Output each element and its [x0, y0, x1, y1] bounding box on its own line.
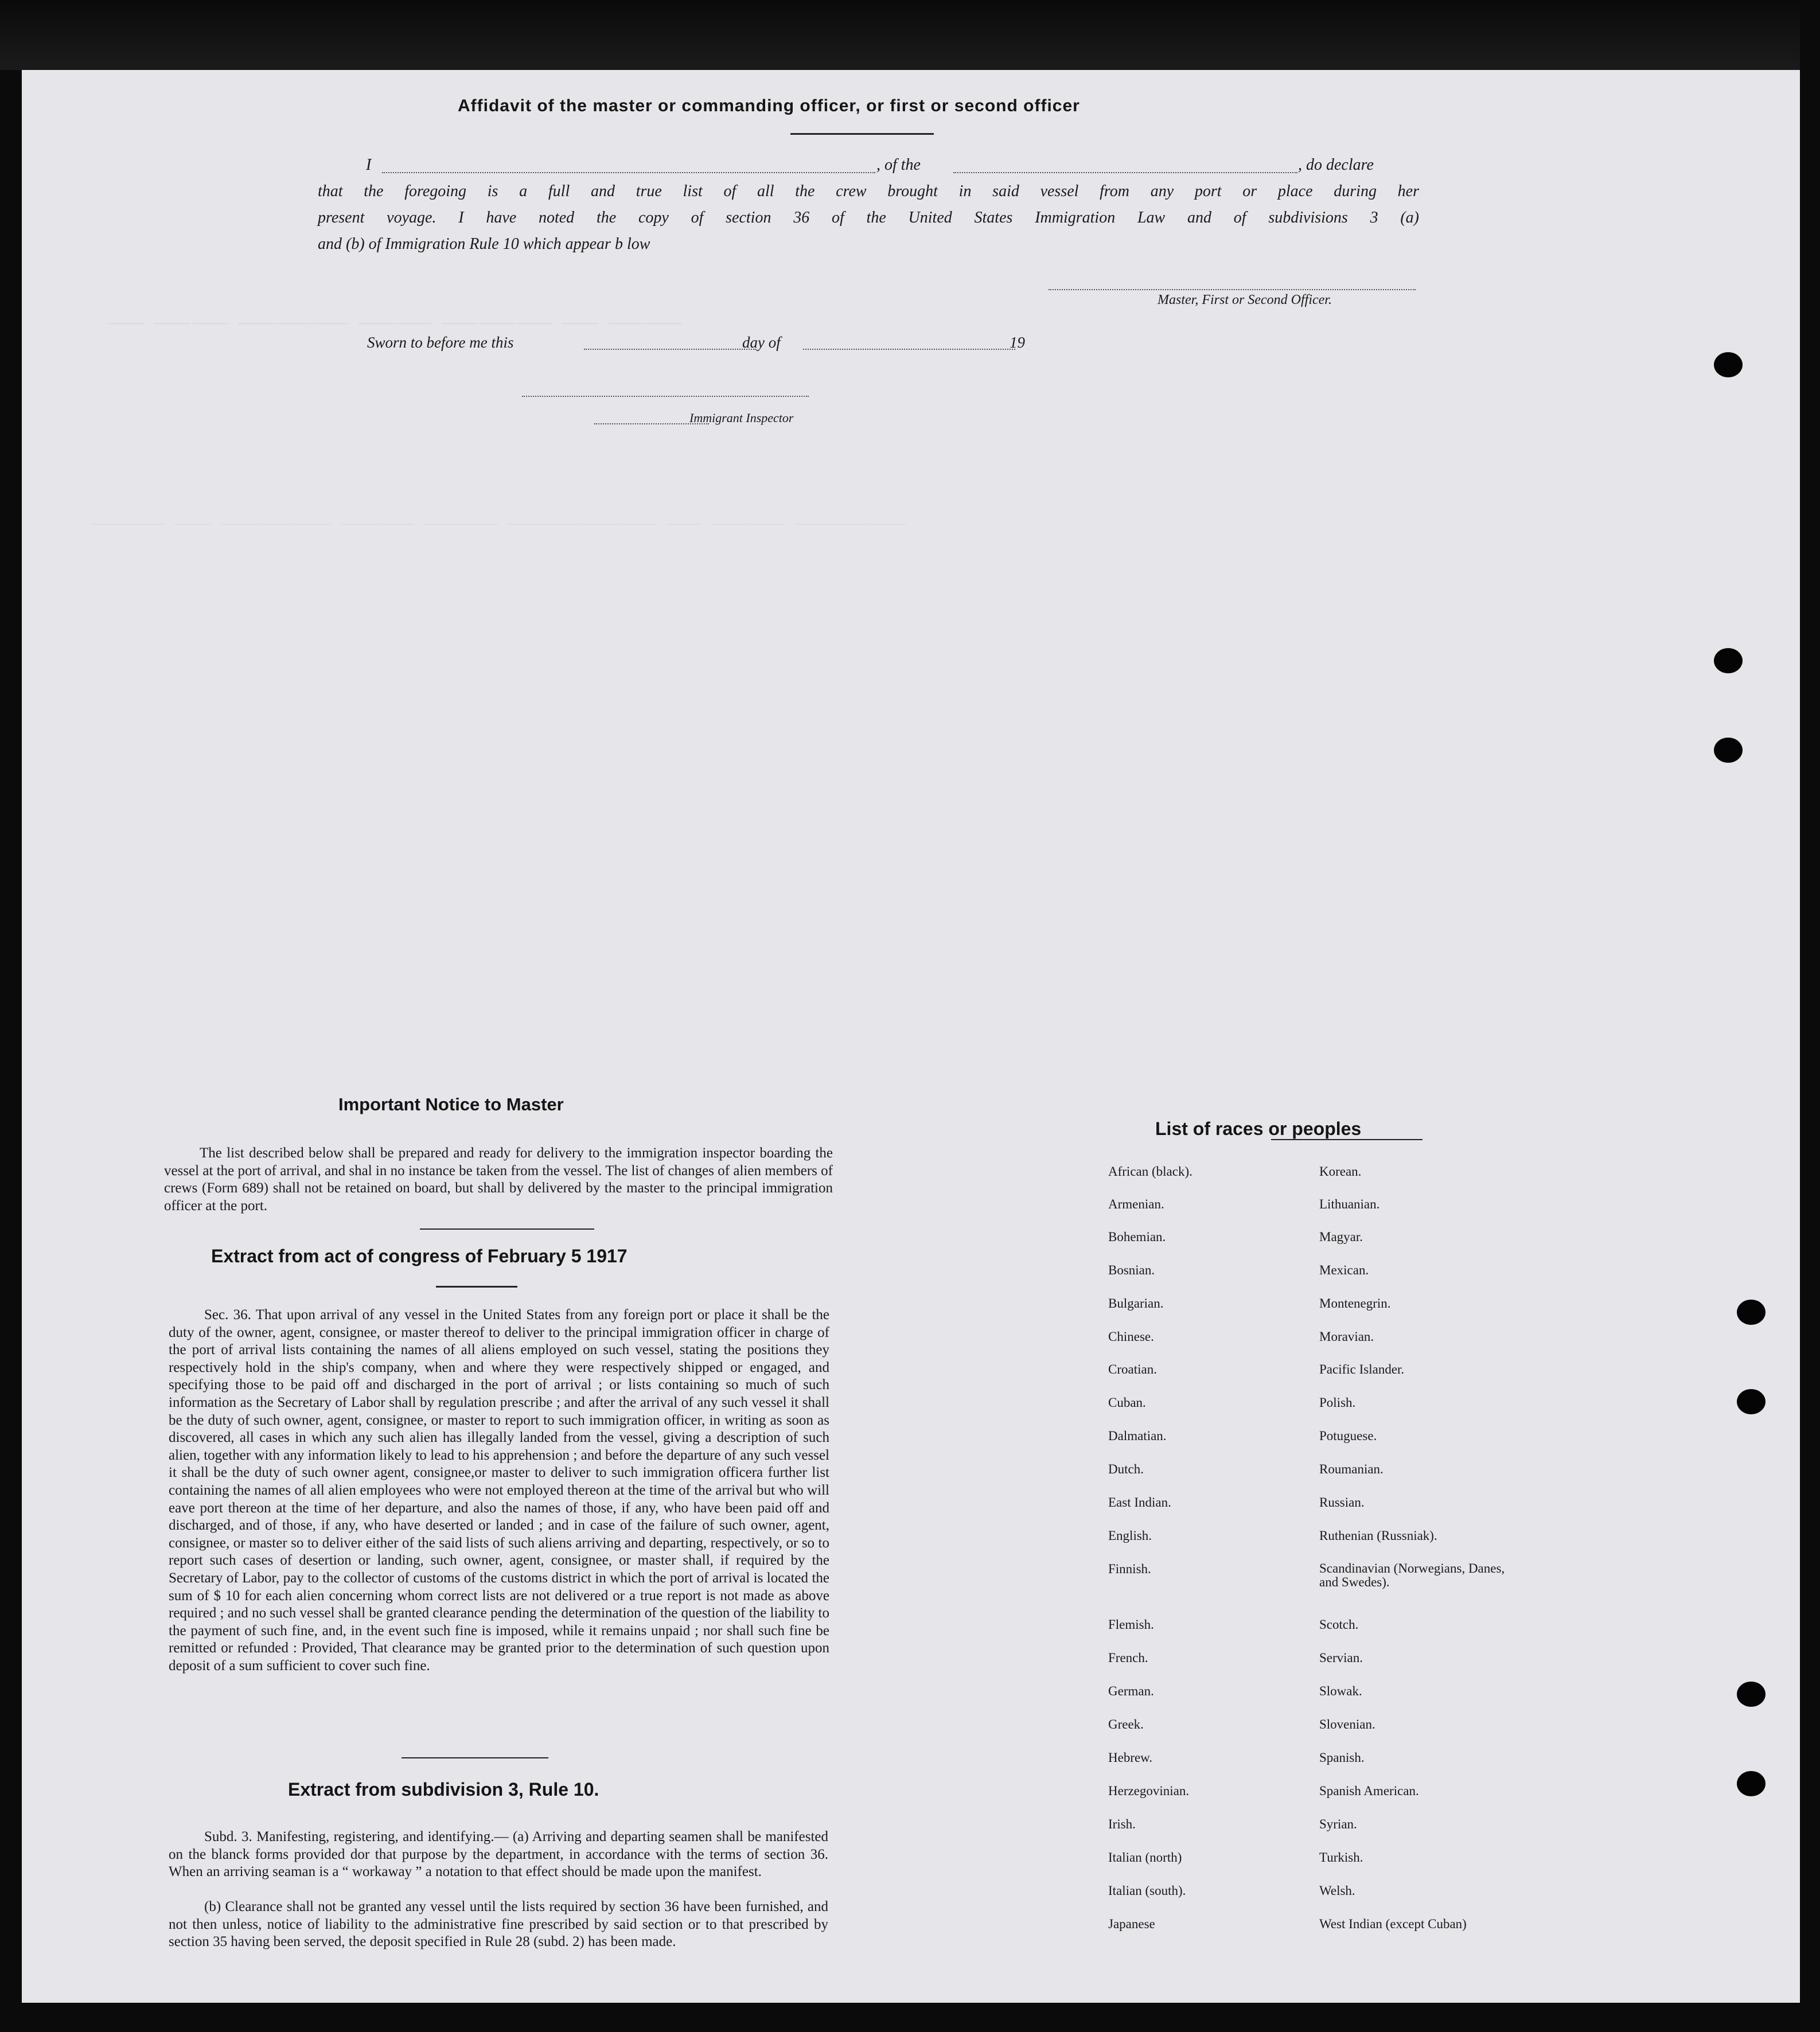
- binder-hole: [1737, 1389, 1766, 1414]
- race-item: Russian.: [1319, 1495, 1365, 1510]
- binder-hole: [1714, 738, 1743, 763]
- race-item: West Indian (except Cuban): [1319, 1917, 1467, 1931]
- affidavit-line1-declare: , do declare: [1298, 156, 1374, 174]
- race-item: German.: [1108, 1684, 1154, 1698]
- race-item: Greek.: [1108, 1717, 1144, 1731]
- races-title: List of races or peoples: [1155, 1118, 1362, 1139]
- sworn-month-blank[interactable]: [803, 349, 1015, 350]
- race-item: Italian (south).: [1108, 1883, 1186, 1898]
- race-item: Servian.: [1319, 1651, 1363, 1665]
- affidavit-line1-of: , of the: [876, 156, 921, 174]
- extract-rule-title: Extract from subdivision 3, Rule 10.: [288, 1779, 599, 1800]
- race-item: Scotch.: [1319, 1617, 1359, 1632]
- race-item: Herzegovinian.: [1108, 1784, 1190, 1798]
- race-item: Turkish.: [1319, 1850, 1363, 1865]
- race-item: Pacific Islander.: [1319, 1362, 1405, 1376]
- affidavit-line3: present voyage. I have noted the copy of section 36 of the United States Immigration Law and of subdivisions 3 (a): [318, 209, 1419, 227]
- race-item: Moravian.: [1319, 1329, 1374, 1344]
- sworn-day-blank[interactable]: [584, 349, 756, 350]
- race-item: Flemish.: [1108, 1617, 1154, 1632]
- race-item: Roumanian.: [1319, 1462, 1383, 1476]
- bleed-through: ⸻⸻ ⸻ ⸻⸻⸻ ⸻⸻ ⸻⸻ ⸻⸻⸻⸻ ⸻ ⸻⸻ ⸻⸻⸻: [91, 516, 907, 533]
- sworn-prefix: Sworn to before me this: [367, 334, 514, 351]
- binder-hole: [1737, 1771, 1766, 1796]
- race-item: East Indian.: [1108, 1495, 1171, 1510]
- race-item: Armenian.: [1108, 1197, 1164, 1211]
- sworn-day: day of: [742, 334, 781, 351]
- extract-act-rule: [402, 1757, 548, 1758]
- signature-caption: Master, First or Second Officer.: [1158, 292, 1332, 307]
- race-item: Welsh.: [1319, 1883, 1355, 1898]
- race-item: Scandinavian (Norwegians, Danes, and Swedes).: [1319, 1561, 1505, 1589]
- race-item: Irish.: [1108, 1817, 1136, 1831]
- race-item: Montenegrin.: [1319, 1296, 1391, 1311]
- affidavit-title: Affidavit of the master or commanding officer, or first or second officer: [458, 96, 1080, 115]
- race-item: Italian (north): [1108, 1850, 1182, 1865]
- race-item: English.: [1108, 1528, 1152, 1543]
- race-item: Slowak.: [1319, 1684, 1362, 1698]
- race-item: Dalmatian.: [1108, 1429, 1167, 1443]
- race-item: African (black).: [1108, 1164, 1192, 1179]
- affidavit-line1-i: I: [366, 156, 372, 174]
- race-item: Lithuanian.: [1319, 1197, 1380, 1211]
- race-item: Slovenian.: [1319, 1717, 1375, 1731]
- affidavit-title-underline: [790, 133, 934, 135]
- race-item: Syrian.: [1319, 1817, 1357, 1831]
- binder-hole: [1714, 352, 1743, 377]
- race-item: Hebrew.: [1108, 1750, 1153, 1765]
- document-page: [22, 70, 1800, 2003]
- extract-rule-text-b: (b) Clearance shall not be granted any vessel until the lists required by section 36 have been furnished, and not then unless, notice of liability to the administrative fine prescribed by said section or to that prescribed by section 35 having been served, the deposit specified in Rule 28 (subd. 2) has been made.: [169, 1899, 828, 1950]
- race-item: Bulgarian.: [1108, 1296, 1164, 1311]
- scan-border-top: [0, 0, 1820, 70]
- races-title-underline: [1271, 1139, 1423, 1140]
- race-item: Chinese.: [1108, 1329, 1154, 1344]
- race-item: Spanish.: [1319, 1750, 1365, 1765]
- notice-text: The list described below shall be prepared and ready for delivery to the immigration inspector boarding the vessel at the port of arrival, and shal in no instance be taken from the vessel. The list of changes of alien members of crews (Form 689) shall not be retained on board, but shall by delivered by the master to the principal immigration officer at the port.: [164, 1145, 833, 1214]
- race-item: Bosnian.: [1108, 1263, 1155, 1277]
- extract-act-underline: [436, 1286, 517, 1288]
- race-item: Japanese: [1108, 1917, 1155, 1931]
- race-item: Magyar.: [1319, 1230, 1363, 1244]
- notice-rule: [420, 1228, 594, 1230]
- notice-title: Important Notice to Master: [338, 1094, 564, 1114]
- inspector-caption: Immigrant Inspector: [689, 411, 794, 425]
- extract-rule-text-a: Subd. 3. Manifesting, registering, and identifying.— (a) Arriving and departing seamen shall be manifested on the blanck forms provided dor that purpose by the department, in accordance with the terms of section 36. When an arriving seaman is a “ workaway ” a notation to that effect should be made upon the manifest.: [169, 1829, 828, 1880]
- scan-border-bottom: [0, 2003, 1820, 2032]
- race-item: Mexican.: [1319, 1263, 1369, 1277]
- binder-hole: [1714, 648, 1743, 673]
- race-item: Finnish.: [1108, 1562, 1151, 1576]
- race-item: Dutch.: [1108, 1462, 1144, 1476]
- race-item: Bohemian.: [1108, 1230, 1166, 1244]
- inspector-signature-blank[interactable]: [522, 396, 809, 397]
- race-item: Spanish American.: [1319, 1784, 1419, 1798]
- signature-blank[interactable]: [1049, 289, 1416, 290]
- extract-act-title: Extract from act of congress of February 5 1917: [211, 1246, 628, 1266]
- bleed-through: ⸻ ⸻⸻ ⸻⸻⸻ ⸻⸻ ⸻⸻⸻ ⸻ ⸻⸻: [108, 315, 683, 332]
- affidavit-line4: and (b) of Immigration Rule 10 which appear b low: [318, 235, 650, 253]
- scan-border-right: [1800, 0, 1820, 2032]
- binder-hole: [1737, 1300, 1766, 1325]
- race-item: Potuguese.: [1319, 1429, 1377, 1443]
- affidavit-line2: that the foregoing is a full and true list of all the crew brought in said vessel from any port or place during her: [318, 182, 1419, 200]
- sworn-year: 19: [1010, 334, 1025, 351]
- race-item: Croatian.: [1108, 1362, 1157, 1376]
- race-item: Cuban.: [1108, 1395, 1146, 1410]
- race-item: Polish.: [1319, 1395, 1356, 1410]
- extract-act-text: Sec. 36. That upon arrival of any vessel in the United States from any foreign port or place it shall be the duty of the owner, agent, consignee, or master thereof to deliver to the principal immigration officer in charge of the port of arrival lists containing the names of all aliens employed on such vessel, stating the positions they respectively hold in the ship's company, when and where they were respectively shipped or engaged, and specifying those to be paid off and discharged in the port of arrival ; or lists containing so much of such information as the Secretary of Labor shall by regulation prescribe ; and after the arrival of any such vessel it shall be the duty of such owner, agent, consignee, or master to report to such immigration officer, in writing as soon as discovered, all cases in which any such alien has illegally landed from the vessel, giving a description of such alien, together with any information likely to lead to his apprehension ; and before the departure of any such vessel it shall be the duty of such owner agent, consignee,or master to deliver to such immigration officera further list containing the names of all alien employees who were not employed thereon at the time of the arrival but who will eave port thereon at the time of her departure, and also the names of those, if any, who have been paid off and discharged, and of those, if any, who have deserted or landed ; and in case of the failure of such owner, agent, consignee, or master so to deliver either of the said lists of such aliens arriving and departing, respectively, or so to report such cases of desertion or landing, such owner, agent, consignee, or master shall, if required by the Secretary of Labor, pay to the collector of customs of the customs district in which the port of arrival is located the sum of $ 10 for each alien concerning whom correct lists are not delivered or a true report is not made as above required ; and no such vessel shall be granted clearance pending the determination of the question of the liability to the payment of such fine, and, in the event such fine is imposed, while it remains unpaid ; nor shall such fine be remitted or refunded : Provided, That clearance may be granted prior to the determination of such question upon deposit of a sum sufficient to cover such fine.: [169, 1307, 829, 1674]
- race-item: Korean.: [1319, 1164, 1362, 1179]
- vessel-blank[interactable]: [953, 172, 1297, 173]
- race-item: French.: [1108, 1651, 1148, 1665]
- binder-hole: [1737, 1682, 1766, 1707]
- race-item: Ruthenian (Russniak).: [1319, 1528, 1437, 1543]
- name-blank[interactable]: [382, 172, 875, 173]
